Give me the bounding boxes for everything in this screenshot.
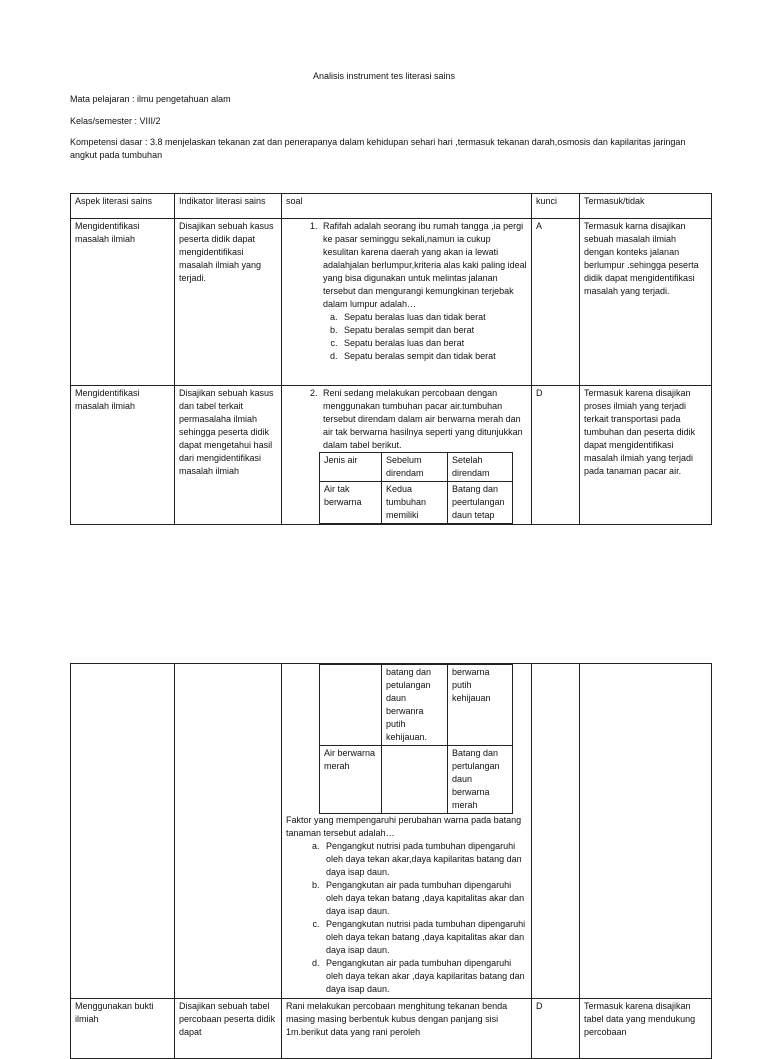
row2-option-d: d. Pengangkutan air pada tumbuhan dipengaruhi oleh daya tekan akar ,daya kapilaritas batang dan daya isap daun.	[322, 957, 527, 996]
analysis-table-continued	[70, 663, 712, 1059]
inner-row	[320, 746, 513, 814]
header-indicator: Indikator literasi sains	[175, 194, 282, 219]
row2-aspect: Mengidentifikasi masalah ilmiah	[71, 386, 175, 525]
row2-aspect-cont	[71, 664, 175, 999]
document-title: Analisis instrument tes literasi sains	[312, 71, 456, 81]
row2-inner-table-cont	[319, 664, 513, 814]
analysis-table	[70, 193, 712, 525]
inner-header-after: Setelah direndam	[448, 453, 513, 482]
table-row	[71, 386, 712, 525]
row2-question-text: Reni sedang melakukan percobaan dengan menggunakan tumbuhan pacar air.tumbuhan tersebut direndam dalam air berwarna merah dan air tak berwarna hasilnya seperti yang ditunjukkan dalam tabel berikut.	[323, 388, 523, 450]
header-included: Termasuk/tidak	[580, 194, 712, 219]
row2-key: D	[532, 386, 580, 525]
row1-indicator: Disajikan sebuah kasus peserta didik dapat mengidentifikasi masalah ilmiah yang terjadi.	[175, 219, 282, 386]
inner-row1-before: Kedua tumbuhan memiliki	[382, 482, 448, 524]
inner-header-row	[320, 453, 513, 482]
row2-option-b: b. Pengangkutan air pada tumbuhan dipengaruhi oleh daya tekan batang ,daya kapitalitas akar dan daya isap daun.	[322, 879, 527, 918]
row2-option-a: a. Pengangkut nutrisi pada tumbuhan dipengaruhi oleh daya tekan akar,daya kapilaritas batang dan daya isap daun.	[322, 840, 527, 879]
row2-options	[286, 840, 527, 996]
inner-row2-water: Air berwarna merah	[320, 746, 382, 814]
inner-row1-before-cont: batang dan petulangan daun berwanra putih kehijauan.	[382, 665, 448, 746]
row2-question	[320, 387, 527, 452]
row2-indicator-cont	[175, 664, 282, 999]
row1-question	[320, 220, 527, 363]
inner-header-water: Jenis air	[320, 453, 382, 482]
row1-options	[323, 311, 527, 363]
inner-row2-before	[382, 746, 448, 814]
row2-note-cont	[580, 664, 712, 999]
inner-row2-after: Batang dan pertulangan daun berwarna merah	[448, 746, 513, 814]
row1-option-c: c. Sepatu beralas luas dan berat	[340, 337, 527, 350]
subject-line: Mata pelajaran : ilmu pengetahuan alam	[70, 94, 231, 104]
row1-question-text: Rafifah adalah seorang ibu rumah tangga ,ia pergi ke pasar seminggu sekali,namun ia cukup kesulitan karena daerah yang akan ia lewati adalahjalan berlumpur,kriteria alas kaki paling ideal yang bisa digunakan untuk melintas jalanan tersebut dan mengurangi kemungkinan terjebak dalam lumpur adalah…	[323, 221, 527, 309]
row1-question-cell	[282, 219, 532, 386]
inner-row	[320, 665, 513, 746]
header-question: soal	[282, 194, 532, 219]
table-row	[71, 999, 712, 1059]
table-header-row	[71, 194, 712, 219]
inner-row1-after: Batang dan peertulangan daun tetap	[448, 482, 513, 524]
row3-indicator: Disajikan sebuah tabel percobaan peserta didik dapat	[175, 999, 282, 1059]
inner-row1-water-cont	[320, 665, 382, 746]
row2-key-cont	[532, 664, 580, 999]
inner-row1-water: Air tak berwarna	[320, 482, 382, 524]
competence-line: Kompetensi dasar : 3.8 menjelaskan tekanan zat dan penerapanya dalam kehidupan sehari hari ,termasuk tekanan darah,osmosis dan kapilaritas jaringan angkut pada tumbuhan	[70, 137, 686, 160]
row2-inner-table	[319, 452, 513, 524]
row1-key: A	[532, 219, 580, 386]
class-semester-line: Kelas/semester : VIII/2	[70, 116, 161, 126]
row2-option-c: c. Pengangkutan nutrisi pada tumbuhan dipengaruhi oleh daya tekan batang ,daya kapitalitas akar dan daya isap daun.	[322, 918, 527, 957]
row2-note: Termasuk karena disajikan proses ilmiah yang terjadi terkait transportasi pada tumbuhan dan peserta didik dapat mengidentifikasi masalah ilmiah yang terjadi pada tanaman pacar air.	[580, 386, 712, 525]
row1-question-list	[286, 220, 527, 363]
row1-aspect: Mengidentifikasi masalah ilmiah	[71, 219, 175, 386]
row2-question-cell	[282, 386, 532, 525]
row2-followup: Faktor yang mempengaruhi perubahan warna pada batang tanaman tersebut adalah…	[286, 815, 522, 838]
row3-aspect: Menggunakan bukti ilmiah	[71, 999, 175, 1059]
inner-row	[320, 482, 513, 524]
row1-note: Termasuk karna disajikan sebuah masalah ilmiah dengan konteks jalanan berlumpur .sehingga peserta didik dapat mengidentifikasi masalah yang terjadi.	[580, 219, 712, 386]
row1-option-b: b. Sepatu beralas sempit dan berat	[340, 324, 527, 337]
page-2	[0, 620, 768, 1037]
row2-question-list	[286, 387, 527, 452]
header-key: kunci	[532, 194, 580, 219]
row3-note: Termasuk karena disajikan tabel data yang mendukung percobaan	[580, 999, 712, 1059]
inner-row1-after-cont: berwarna putih kehijauan	[448, 665, 513, 746]
row3-key: D	[532, 999, 580, 1059]
row3-question: Rani melakukan percobaan menghitung tekanan benda masing masing berbentuk kubus dengan panjang sisi 1m.berikut data yang rani peroleh	[282, 999, 532, 1059]
inner-header-before: Sebelum direndam	[382, 453, 448, 482]
table-row	[71, 664, 712, 999]
table-row	[71, 219, 712, 386]
header-aspect: Aspek literasi sains	[71, 194, 175, 219]
row1-option-a: a. Sepatu beralas luas dan tidak berat	[340, 311, 527, 324]
row1-option-d: d. Sepatu beralas sempit dan tidak berat	[340, 350, 527, 363]
row2-question-cell-cont	[282, 664, 532, 999]
row2-indicator: Disajikan sebuah kasus dan tabel terkait permasalaha ilmiah sehingga peserta didik dapat mengetahui hasil dari mengidentifikasi masalah ilmiah	[175, 386, 282, 525]
